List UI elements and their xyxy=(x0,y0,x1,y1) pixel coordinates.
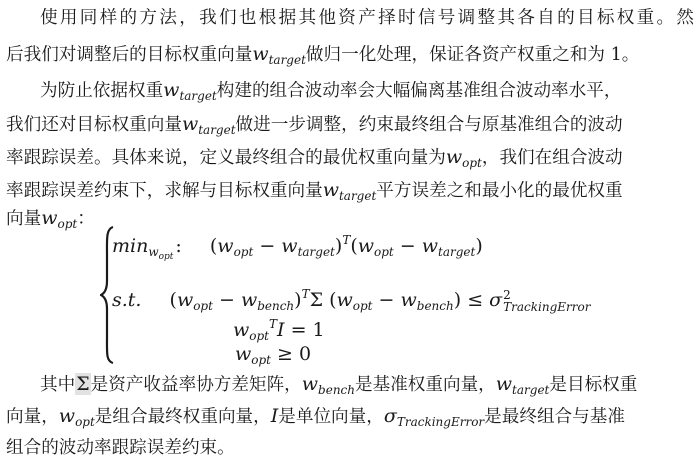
text: 率跟踪误差。具体来说，定义最终组合的最优权重向量为 xyxy=(6,148,446,168)
w-opt-symbol: $w_{opt}$ xyxy=(58,405,95,429)
text: 是资产收益率协方差矩阵， xyxy=(90,375,302,395)
w-target-symbol: $w_{target}$ xyxy=(252,43,306,67)
text: 组合的波动率跟踪误差约束。 xyxy=(6,438,235,458)
w-target-symbol: $w_{target}$ xyxy=(322,179,377,203)
identity-symbol: I xyxy=(270,405,279,427)
paragraph-3-line-1 xyxy=(6,372,700,402)
text: 向量 xyxy=(6,209,42,229)
text: 为防止依据权重 xyxy=(40,81,164,101)
text: 其中 xyxy=(40,375,76,395)
text: 做进一步调整，约束最终组合与原基准组合的波动 xyxy=(235,115,623,135)
nonnegative-constraint: $w_{opt} \ge 0$ xyxy=(235,343,312,367)
text: 是组合最终权重向量， xyxy=(94,407,271,427)
text: 是单位向量， xyxy=(278,407,384,427)
paragraph-1-line-1 xyxy=(6,6,694,30)
text: 后我们对调整后的目标权重向量 xyxy=(6,45,253,65)
text: 率跟踪误差约束下，求解与目标权重向量 xyxy=(6,181,323,201)
objective-equation: $\min_{w_{opt}}$ : $(w_{opt} - w_{target})^T(w_{opt} - w_{target})$ xyxy=(112,233,483,262)
sigma-symbol: Σ xyxy=(76,373,90,395)
sigma-tracking-symbol: $\sigma_{TrackingError}$ xyxy=(383,405,485,429)
paragraph-2-line-2 xyxy=(6,112,694,142)
optimization-system xyxy=(100,225,660,365)
paragraph-2-line-1 xyxy=(6,78,700,108)
w-target-symbol: $w_{target}$ xyxy=(495,373,550,397)
text: 是最终组合与基准 xyxy=(484,407,625,427)
w-opt-symbol: $w_{opt}$ xyxy=(445,146,482,170)
text: 是目标权重 xyxy=(549,375,638,395)
text: 平方误差之和最小化的最优权重 xyxy=(376,181,623,201)
text: 是基准权重向量， xyxy=(355,375,496,395)
text: 使用同样的方法，我们也根据其他资产择时信号调整其各自的目标权重。然 xyxy=(40,8,694,28)
weight-sum-constraint: $w_{opt}^TI = 1$ xyxy=(233,317,325,343)
text: ： xyxy=(77,209,95,229)
text: 做归一化处理，保证各资产权重之和为 1。 xyxy=(305,45,640,65)
text: 我们还对目标权重向量 xyxy=(6,115,182,135)
paragraph-3-line-2 xyxy=(6,404,694,434)
w-target-symbol: $w_{target}$ xyxy=(163,79,217,103)
text: 构建的组合波动率会大幅偏离基准组合波动率水平， xyxy=(216,81,622,101)
w-bench-symbol: $w_{bench}$ xyxy=(301,373,356,397)
paragraph-2-line-4 xyxy=(6,178,694,208)
text: 向量， xyxy=(6,407,59,427)
w-opt-symbol: $w_{opt}$ xyxy=(41,207,78,231)
tracking-error-constraint: s.t. $(w_{opt} - w_{bench})^T\Sigma$ $(w_{opt} - w_{bench}) \le \sigma$ 2 TrackingError xyxy=(112,287,591,314)
w-target-symbol: $w_{target}$ xyxy=(181,113,236,137)
paragraph-3-line-3 xyxy=(6,436,694,460)
paragraph-2-line-3 xyxy=(6,145,694,175)
paragraph-1-line-2 xyxy=(6,42,694,72)
text: ，我们在组合波动 xyxy=(481,148,623,168)
